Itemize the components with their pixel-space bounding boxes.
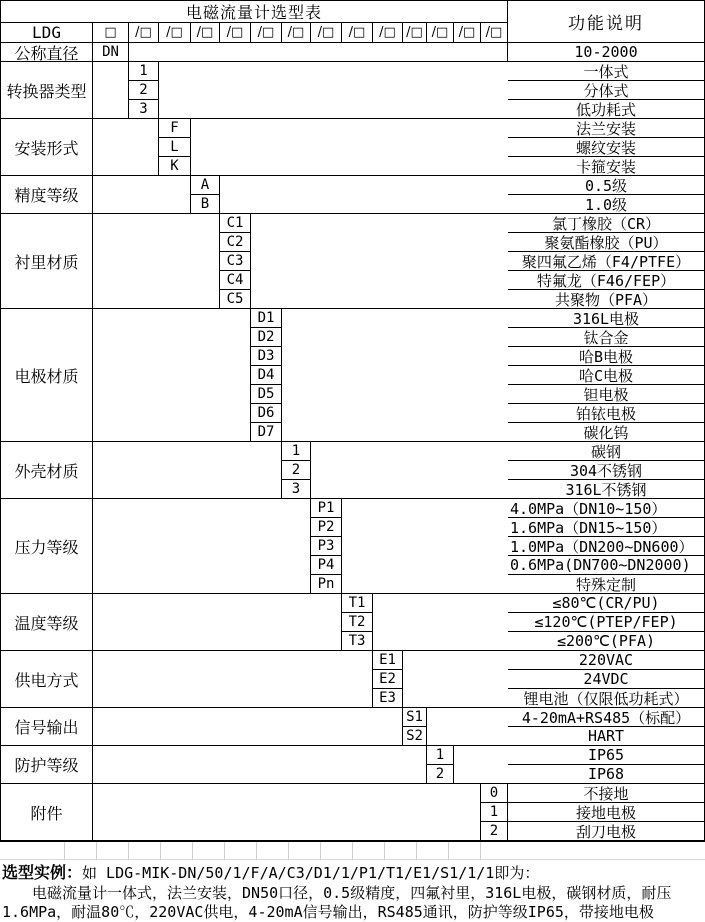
filler-cell bbox=[93, 708, 403, 746]
code-cell: S1 bbox=[403, 708, 427, 727]
desc-cell: 低功耗式 bbox=[508, 100, 704, 119]
code-cell: E1 bbox=[373, 651, 403, 670]
filler-cell bbox=[251, 214, 508, 309]
category-label-converter: 转换器类型 bbox=[1, 62, 93, 119]
code-cell: 1 bbox=[427, 746, 454, 765]
filler-cell bbox=[93, 176, 191, 214]
category-label-temperature: 温度等级 bbox=[1, 594, 93, 651]
desc-cell: ≤120℃(PTEP/FEP) bbox=[508, 613, 704, 632]
model-code-box: /□ bbox=[191, 23, 220, 43]
model-code-box: /□ bbox=[403, 23, 427, 43]
desc-cell: IP68 bbox=[508, 765, 704, 784]
filler-cell bbox=[93, 651, 373, 708]
filler-cell bbox=[93, 784, 481, 841]
desc-cell: 螺纹安装 bbox=[508, 138, 704, 157]
code-cell: P3 bbox=[311, 537, 342, 556]
function-column-header: 功能说明 bbox=[508, 1, 704, 43]
code-cell: 0 bbox=[481, 784, 508, 803]
filler-cell bbox=[403, 651, 508, 708]
desc-cell: 4-20mA+RS485（标配） bbox=[508, 708, 704, 727]
category-label-protection: 防护等级 bbox=[1, 746, 93, 784]
desc-cell: ≤200℃(PFA) bbox=[508, 632, 704, 651]
desc-cell: 1.0级 bbox=[508, 195, 704, 214]
code-cell: DN bbox=[93, 43, 129, 62]
desc-cell: 316L不锈钢 bbox=[508, 480, 704, 499]
filler-cell bbox=[454, 746, 508, 784]
code-cell: 3 bbox=[129, 100, 159, 119]
category-label-electrode: 电极材质 bbox=[1, 309, 93, 442]
code-cell: Pn bbox=[311, 575, 342, 594]
desc-cell: HART bbox=[508, 727, 704, 746]
filler-cell bbox=[93, 594, 342, 651]
model-code-box: /□ bbox=[427, 23, 454, 43]
desc-cell: 聚四氟乙烯（F4/PTFE） bbox=[508, 252, 704, 271]
desc-cell: 24VDC bbox=[508, 670, 704, 689]
desc-cell: 卡箍安装 bbox=[508, 157, 704, 176]
code-cell: 1 bbox=[282, 442, 311, 461]
filler-cell bbox=[93, 499, 311, 594]
desc-cell: 0.5级 bbox=[508, 176, 704, 195]
code-cell: K bbox=[159, 157, 191, 176]
model-code-box: /□ bbox=[373, 23, 403, 43]
desc-cell: IP65 bbox=[508, 746, 704, 765]
example-description: 电磁流量计一体式，法兰安装，DN50口径，0.5级精度，四氟衬里，316L电极，碳钢材质，耐压1.6MPa，耐温80℃，220VAC供电，4-20mA信号输出，RS485通讯，防护等级IP65，带接地电极 bbox=[2, 884, 672, 921]
code-cell: D5 bbox=[251, 385, 282, 404]
category-label-lining: 衬里材质 bbox=[1, 214, 93, 309]
code-cell: D2 bbox=[251, 328, 282, 347]
model-prefix: LDG bbox=[1, 23, 93, 43]
category-label-power: 供电方式 bbox=[1, 651, 93, 708]
code-cell: C2 bbox=[220, 233, 251, 252]
code-cell: C5 bbox=[220, 290, 251, 309]
code-cell: C4 bbox=[220, 271, 251, 290]
model-code-box: /□ bbox=[220, 23, 251, 43]
desc-cell: 钛合金 bbox=[508, 328, 704, 347]
model-code-box: /□ bbox=[282, 23, 311, 43]
model-code-box: /□ bbox=[129, 23, 159, 43]
code-cell: T3 bbox=[342, 632, 373, 651]
desc-cell: 聚氨酯橡胶（PU） bbox=[508, 233, 704, 252]
code-cell: 2 bbox=[481, 822, 508, 841]
desc-cell: 刮刀电极 bbox=[508, 822, 704, 841]
code-cell: S2 bbox=[403, 727, 427, 746]
desc-cell: 接地电极 bbox=[508, 803, 704, 822]
code-cell: F bbox=[159, 119, 191, 138]
filler-cell bbox=[93, 62, 129, 119]
filler-cell bbox=[220, 176, 508, 214]
filler-cell bbox=[93, 119, 159, 176]
desc-cell: 分体式 bbox=[508, 81, 704, 100]
desc-cell: 哈C电极 bbox=[508, 366, 704, 385]
code-cell: D1 bbox=[251, 309, 282, 328]
code-cell: 1 bbox=[481, 803, 508, 822]
code-cell: L bbox=[159, 138, 191, 157]
category-label-diameter: 公称直径 bbox=[1, 43, 93, 62]
code-cell: E3 bbox=[373, 689, 403, 708]
code-cell: E2 bbox=[373, 670, 403, 689]
desc-cell: 共聚物（PFA） bbox=[508, 290, 704, 309]
desc-cell: 氯丁橡胶（CR） bbox=[508, 214, 704, 233]
desc-cell: 304不锈钢 bbox=[508, 461, 704, 480]
desc-cell: 碳化钨 bbox=[508, 423, 704, 442]
example-code: 如 LDG-MIK-DN/50/1/F/A/C3/D1/1/P1/T1/E1/S1/1/1即为： bbox=[82, 864, 540, 882]
filler-cell bbox=[159, 62, 508, 119]
model-code-box: /□ bbox=[311, 23, 342, 43]
desc-cell: 0.6MPa(DN700~DN2000) bbox=[508, 556, 704, 575]
example-label: 选型实例： bbox=[2, 863, 83, 882]
desc-cell: 钽电极 bbox=[508, 385, 704, 404]
code-cell: P1 bbox=[311, 499, 342, 518]
code-cell: T2 bbox=[342, 613, 373, 632]
code-cell: D4 bbox=[251, 366, 282, 385]
category-label-accessory: 附件 bbox=[1, 784, 93, 841]
code-cell: 2 bbox=[129, 81, 159, 100]
desc-cell: 铂铱电极 bbox=[508, 404, 704, 423]
desc-cell: 锂电池（仅限低功耗式） bbox=[508, 689, 704, 708]
code-cell: P2 bbox=[311, 518, 342, 537]
category-label-housing: 外壳材质 bbox=[1, 442, 93, 499]
desc-cell: ≤80℃(CR/PU) bbox=[508, 594, 704, 613]
desc-cell: 特氟龙（F46/FEP） bbox=[508, 271, 704, 290]
table-title: 电磁流量计选型表 bbox=[1, 1, 508, 23]
filler-cell bbox=[93, 442, 282, 499]
model-code-box: /□ bbox=[159, 23, 191, 43]
example-line bbox=[2, 863, 703, 883]
code-cell: 1 bbox=[129, 62, 159, 81]
code-cell: P4 bbox=[311, 556, 342, 575]
model-code-box: /□ bbox=[454, 23, 481, 43]
code-cell: C1 bbox=[220, 214, 251, 233]
desc-cell: 1.6MPa（DN15~150） bbox=[508, 518, 704, 537]
category-label-accuracy: 精度等级 bbox=[1, 176, 93, 214]
filler-cell bbox=[93, 214, 220, 309]
filler-cell bbox=[129, 43, 508, 62]
notes bbox=[0, 860, 705, 922]
category-label-pressure: 压力等级 bbox=[1, 499, 93, 594]
desc-cell: 特殊定制 bbox=[508, 575, 704, 594]
desc-cell: 碳钢 bbox=[508, 442, 704, 461]
code-cell: 2 bbox=[282, 461, 311, 480]
empty-grid-row bbox=[0, 842, 705, 860]
code-cell: C3 bbox=[220, 252, 251, 271]
filler-cell bbox=[93, 309, 251, 442]
desc-cell: 哈B电极 bbox=[508, 347, 704, 366]
filler-cell bbox=[191, 119, 508, 176]
desc-cell: 220VAC bbox=[508, 651, 704, 670]
filler-cell bbox=[342, 499, 508, 594]
desc-cell: 一体式 bbox=[508, 62, 704, 81]
code-cell: D3 bbox=[251, 347, 282, 366]
code-cell: B bbox=[191, 195, 220, 214]
filler-cell bbox=[373, 594, 508, 651]
model-code-box: /□ bbox=[342, 23, 373, 43]
filler-cell bbox=[93, 746, 427, 784]
desc-cell: 316L电极 bbox=[508, 309, 704, 328]
code-cell: T1 bbox=[342, 594, 373, 613]
code-cell: D7 bbox=[251, 423, 282, 442]
filler-cell bbox=[311, 442, 508, 499]
code-cell: 2 bbox=[427, 765, 454, 784]
filler-cell bbox=[427, 708, 508, 746]
desc-cell: 10-2000 bbox=[508, 43, 704, 62]
code-cell: A bbox=[191, 176, 220, 195]
code-cell: D6 bbox=[251, 404, 282, 423]
desc-cell: 不接地 bbox=[508, 784, 704, 803]
model-code-box: /□ bbox=[481, 23, 508, 43]
desc-cell: 1.0MPa（DN200~DN600） bbox=[508, 537, 704, 556]
desc-cell: 法兰安装 bbox=[508, 119, 704, 138]
desc-cell: 4.0MPa（DN10~150） bbox=[508, 499, 704, 518]
filler-cell bbox=[282, 309, 508, 442]
model-code-box: /□ bbox=[251, 23, 282, 43]
model-code-box: □ bbox=[93, 23, 129, 43]
category-label-signal: 信号输出 bbox=[1, 708, 93, 746]
category-label-mounting: 安装形式 bbox=[1, 119, 93, 176]
code-cell: 3 bbox=[282, 480, 311, 499]
